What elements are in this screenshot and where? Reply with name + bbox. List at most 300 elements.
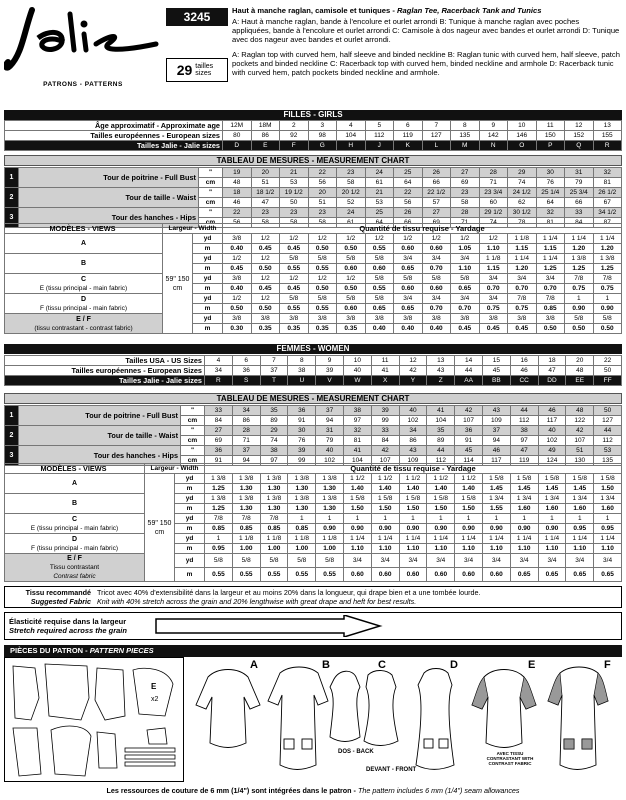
- measure-cm: 84: [565, 218, 594, 228]
- yardage-yd: 3/4: [594, 554, 622, 568]
- yardage-m: 0.90: [455, 524, 483, 534]
- yardage-m: 0.95: [205, 544, 233, 554]
- measure-inch: 50: [594, 406, 622, 416]
- unit-m: m: [193, 244, 223, 254]
- size-value: 40: [343, 366, 371, 376]
- view-letter: A: [71, 480, 78, 487]
- yardage-yd: 1 1/2: [343, 474, 371, 484]
- yardage-yd: 3/4: [394, 294, 423, 304]
- measure-cm: 94: [316, 416, 344, 426]
- measure-cm: 112: [594, 436, 622, 446]
- yardage-row: [5, 274, 622, 284]
- unit-m: m: [175, 544, 205, 554]
- measure-inch: 25 3/4: [565, 188, 594, 198]
- measure-cm: 107: [371, 456, 399, 466]
- view-letter: D: [71, 535, 78, 543]
- yardage-row: [5, 294, 622, 304]
- measure-inch: 21: [280, 168, 309, 178]
- measure-inch: 44: [510, 406, 538, 416]
- unit-yd: yd: [175, 554, 205, 568]
- measure-inch: 37: [232, 446, 260, 456]
- measure-inch: 42: [455, 406, 483, 416]
- yardage-yd: 7/8: [205, 514, 233, 524]
- measure-cm: 51: [308, 198, 337, 208]
- yardage-m: 0.55: [280, 264, 309, 274]
- view-letter: C: [80, 275, 87, 283]
- size-value: 50: [594, 366, 622, 376]
- yardage-m: 1.30: [260, 504, 288, 514]
- yardage-m: 0.75: [565, 284, 594, 294]
- yardage-m: 0.85: [288, 524, 316, 534]
- measure-label: Tour de taille - Waist: [19, 426, 181, 446]
- yardage-m: 1.40: [399, 484, 427, 494]
- yardage-yd: 7/8: [536, 294, 565, 304]
- measure-inch: 30: [288, 426, 316, 436]
- measure-cm: 130: [566, 456, 594, 466]
- yardage-yd: 1 3/8: [316, 494, 344, 504]
- yardage-m: 1.60: [510, 504, 538, 514]
- yardage-m: 1.15: [508, 244, 537, 254]
- yardage-yd: 1/2: [308, 234, 337, 244]
- girls-yardage-table: [4, 223, 622, 334]
- measure-inch: 49: [538, 446, 566, 456]
- yardage-m: 1.10: [482, 544, 510, 554]
- front-label: DEVANT - FRONT: [366, 767, 417, 773]
- yardage-yd: 7/8: [565, 274, 594, 284]
- measure-cm: 97: [510, 436, 538, 446]
- measure-cm: 99: [288, 456, 316, 466]
- stretch-arrow-icon: [154, 615, 384, 637]
- yardage-yd: 1 3/8: [260, 494, 288, 504]
- yardage-yd: 1: [594, 514, 622, 524]
- view-letter-a: A: [250, 659, 258, 671]
- size-value: V: [316, 376, 344, 386]
- size-value: 127: [422, 131, 451, 141]
- yardage-yd: 1: [205, 534, 233, 544]
- yardage-m: 0.90: [538, 524, 566, 534]
- measure-cm: 74: [508, 178, 537, 188]
- yardage-yd: 1 3/4: [566, 494, 594, 504]
- measure-inch: 20 1/2: [337, 188, 366, 198]
- measure-inch: 36: [288, 406, 316, 416]
- measure-inch: 25: [365, 208, 394, 218]
- measure-inch: 29: [260, 426, 288, 436]
- yardage-yd: 3/4: [482, 554, 510, 568]
- measure-inch: 32: [343, 426, 371, 436]
- yardage-m: 0.50: [536, 324, 565, 334]
- yardage-yd: 3/8: [365, 314, 394, 324]
- size-value: 9: [479, 121, 508, 131]
- yardage-yd: 3/4: [422, 254, 451, 264]
- size-value: T: [260, 376, 288, 386]
- measure-inch: 22 1/2: [422, 188, 451, 198]
- measure-label: Tour des hanches - Hips: [19, 446, 181, 466]
- yardage-m: 0.50: [223, 304, 252, 314]
- measure-number: 1: [5, 168, 19, 188]
- yardage-m: 0.40: [365, 324, 394, 334]
- size-value: 13: [427, 356, 455, 366]
- yardage-yd: 3/8: [508, 314, 537, 324]
- brand-subtitle: PATRONS - PATTERNS: [43, 81, 123, 88]
- yardage-yd: 5/8: [365, 274, 394, 284]
- fabric-text-fr: Tricot avec 40% d'extensibilité dans la largeur et au moins 20% dans la longueur, qui drape bien et a une tombée lourde.: [97, 588, 481, 597]
- measure-cm: 64: [394, 178, 423, 188]
- yardage-yd: 1 5/8: [566, 474, 594, 484]
- view-letter-e: E: [528, 659, 536, 671]
- unit-m: m: [193, 324, 223, 334]
- measure-cm: 127: [594, 416, 622, 426]
- yardage-header: [5, 224, 622, 234]
- yardage-row: [5, 514, 622, 524]
- measure-cm: 91: [288, 416, 316, 426]
- size-value: 4: [205, 356, 233, 366]
- yardage-yd: 1 1/8: [316, 534, 344, 544]
- size-value: 39: [316, 366, 344, 376]
- measure-cm: 51: [251, 178, 280, 188]
- yardage-m: 0.70: [422, 264, 451, 274]
- yardage-m: 1.20: [565, 244, 594, 254]
- yardage-yd: 3/4: [566, 554, 594, 568]
- stretch-label-en: Stretch required across the grain: [9, 626, 127, 635]
- unit-inch: ": [181, 426, 205, 436]
- yardage-yd: 1 3/8: [565, 254, 594, 264]
- yardage-m: 0.50: [337, 244, 366, 254]
- yardage-m: 0.70: [479, 284, 508, 294]
- yardage-m: 0.60: [337, 304, 366, 314]
- measure-inch: 42: [566, 426, 594, 436]
- view-name: [5, 534, 145, 554]
- size-value: E: [251, 141, 280, 151]
- size-value: 8: [451, 121, 480, 131]
- view-sub: Tissu contrastant: [49, 564, 100, 571]
- footer-note: [4, 786, 622, 795]
- yardage-yd: 1/2: [479, 234, 508, 244]
- yardage-yd: 1/2: [251, 274, 280, 284]
- measure-cm: 104: [343, 456, 371, 466]
- yardage-yd: 1 1/4: [427, 534, 455, 544]
- yardage-m: 0.55: [316, 568, 344, 582]
- size-value: FF: [594, 376, 622, 386]
- measure-cm: 71: [479, 178, 508, 188]
- yardage-m: 0.90: [510, 524, 538, 534]
- yardage-yd: 1 1/4: [455, 534, 483, 544]
- size-value: 150: [536, 131, 565, 141]
- view-name: [5, 294, 163, 314]
- yardage-m: 1.10: [427, 544, 455, 554]
- yardage-yd: 3/4: [451, 254, 480, 264]
- measure-cm: 48: [223, 178, 252, 188]
- unit-inch: ": [181, 406, 205, 416]
- yardage-yd: 3/8: [308, 314, 337, 324]
- yardage-yd: 1 1/2: [399, 474, 427, 484]
- yardage-m: 0.70: [422, 304, 451, 314]
- yardage-m: 0.85: [232, 524, 260, 534]
- measure-cm: 81: [343, 436, 371, 446]
- yardage-yd: 1 1/4: [510, 534, 538, 544]
- view-name: [5, 254, 163, 274]
- measure-cm: 74: [260, 436, 288, 446]
- yardage-m: 0.55: [260, 568, 288, 582]
- yardage-m: 0.90: [427, 524, 455, 534]
- yardage-m: 1.40: [371, 484, 399, 494]
- yardage-yd: 5/8: [288, 554, 316, 568]
- measure-cm: 58: [337, 178, 366, 188]
- yardage-yd: 5/8: [308, 254, 337, 264]
- unit-m: m: [175, 484, 205, 494]
- size-row: [5, 131, 622, 141]
- yardage-yd: 1: [371, 514, 399, 524]
- size-value: 38: [288, 366, 316, 376]
- yardage-m: 0.45: [508, 324, 537, 334]
- yardage-yd: 1 5/8: [538, 474, 566, 484]
- yardage-m: 1.25: [593, 264, 622, 274]
- size-value: 22: [594, 356, 622, 366]
- size-label: tailles sizes: [195, 63, 214, 77]
- measure-inch: 34 1/2: [593, 208, 622, 218]
- yardage-m: 0.45: [280, 244, 309, 254]
- yardage-m: 1.50: [399, 504, 427, 514]
- measure-inch: 51: [566, 446, 594, 456]
- size-value: O: [508, 141, 537, 151]
- yardage-yd: 5/8: [308, 294, 337, 304]
- measure-inch: 25: [394, 168, 423, 178]
- yardage-yd: 5/8: [593, 314, 622, 324]
- logo-area: [4, 4, 162, 88]
- size-row: [5, 356, 622, 366]
- yardage-m: 1.40: [455, 484, 483, 494]
- yardage-m: 1.00: [232, 544, 260, 554]
- yardage-yd: 3/4: [455, 554, 483, 568]
- yardage-m: 0.65: [566, 568, 594, 582]
- measure-number: 1: [5, 406, 19, 426]
- unit-m: m: [193, 264, 223, 274]
- view-name: [5, 554, 145, 582]
- size-value: 16: [510, 356, 538, 366]
- measure-cm: 81: [536, 218, 565, 228]
- measure-inch: 45: [455, 446, 483, 456]
- measure-inch: 33: [205, 406, 233, 416]
- yardage-yd: 1 1/8: [260, 534, 288, 544]
- yardage-m: 0.90: [565, 304, 594, 314]
- size-value: H: [337, 141, 366, 151]
- view-letter-f: F: [604, 659, 611, 671]
- yardage-m: 0.70: [536, 284, 565, 294]
- measure-row: [5, 446, 622, 456]
- measure-cm: 87: [593, 218, 622, 228]
- piece-e-count: x2: [151, 696, 159, 703]
- women-measure-table: [4, 405, 622, 466]
- yardage-row: [5, 474, 622, 484]
- view-name: [5, 474, 145, 494]
- measure-number: 3: [5, 208, 19, 228]
- measure-inch: 34: [232, 406, 260, 416]
- measure-inch: 20: [308, 188, 337, 198]
- yardage-m: 1.60: [566, 504, 594, 514]
- yardage-m: 0.35: [308, 324, 337, 334]
- measure-cm: 89: [260, 416, 288, 426]
- yardage-m: 1.30: [232, 504, 260, 514]
- measure-cm: 97: [343, 416, 371, 426]
- yardage-m: 0.75: [479, 304, 508, 314]
- measure-inch: 38: [510, 426, 538, 436]
- measure-inch: 42: [371, 446, 399, 456]
- garment-views-icon: [188, 657, 622, 782]
- view-sub2: Contrast fabric: [53, 573, 96, 580]
- yardage-m: 0.55: [308, 304, 337, 314]
- yardage-header: [5, 464, 622, 474]
- measure-inch: 26: [394, 208, 423, 218]
- yardage-m: 0.70: [508, 284, 537, 294]
- measure-inch: 39: [288, 446, 316, 456]
- yardage-m: 1.00: [316, 544, 344, 554]
- view-sub: E (tissu principal - main fabric): [30, 524, 119, 532]
- measure-inch: 23: [280, 208, 309, 218]
- measure-cm: 102: [399, 416, 427, 426]
- unit-cm: cm: [199, 218, 223, 228]
- measure-inch: 34: [399, 426, 427, 436]
- yardage-yd: 7/8: [593, 274, 622, 284]
- measure-inch: 48: [566, 406, 594, 416]
- yardage-yd: 1/2: [251, 234, 280, 244]
- measure-inch: 31: [316, 426, 344, 436]
- size-value: 86: [251, 131, 280, 141]
- yardage-yd: 1/2: [451, 234, 480, 244]
- yardage-m: 1.45: [538, 484, 566, 494]
- yardage-yd: 5/8: [394, 274, 423, 284]
- yardage-m: 0.90: [371, 524, 399, 534]
- measure-inch: 53: [594, 446, 622, 456]
- size-value: 8: [288, 356, 316, 366]
- measure-inch: 44: [594, 426, 622, 436]
- yardage-m: 1.30: [288, 504, 316, 514]
- yardage-yd: 1: [343, 514, 371, 524]
- yardage-m: 0.65: [365, 304, 394, 314]
- yardage-yd: 1 1/4: [565, 234, 594, 244]
- size-row: [5, 366, 622, 376]
- yardage-yd: 1 1/2: [427, 474, 455, 484]
- size-value: X: [371, 376, 399, 386]
- yardage-m: 1.10: [371, 544, 399, 554]
- yardage-yd: 1/2: [251, 294, 280, 304]
- yardage-yd: 1/2: [280, 234, 309, 244]
- measure-inch: 41: [427, 406, 455, 416]
- measure-inch: 26 1/2: [593, 188, 622, 198]
- measure-label: Tour de poitrine - Full Bust: [19, 168, 199, 188]
- title-fr: Haut à manche raglan, camisole et tuniques -: [232, 6, 397, 15]
- yardage-yd: 1 5/8: [594, 474, 622, 484]
- measure-inch: 23: [308, 208, 337, 218]
- yardage-m: 0.45: [280, 284, 309, 294]
- yardage-yd: 1: [427, 514, 455, 524]
- yardage-m: 0.45: [223, 264, 252, 274]
- yardage-m: 1.25: [205, 484, 233, 494]
- size-value: 47: [538, 366, 566, 376]
- measure-cm: 76: [536, 178, 565, 188]
- measure-inch: 40: [316, 446, 344, 456]
- pattern-pieces-icon: [5, 658, 183, 781]
- view-letter: E / F: [67, 555, 82, 562]
- yardage-m: 1.00: [288, 544, 316, 554]
- yardage-yd: 5/8: [565, 314, 594, 324]
- yardage-m: 0.60: [482, 568, 510, 582]
- view-name: [5, 514, 145, 534]
- yardage-m: 1.60: [538, 504, 566, 514]
- yardage-yd: 7/8: [508, 294, 537, 304]
- yardage-yd: 5/8: [422, 274, 451, 284]
- measure-inch: 23 3/4: [479, 188, 508, 198]
- yardage-yd: 1 1/4: [399, 534, 427, 544]
- yardage-m: 0.85: [205, 524, 233, 534]
- women-chart-title: TABLEAU DE MESURES - MEASUREMENT CHART: [4, 393, 622, 404]
- measure-row: [5, 188, 622, 198]
- measure-cm: 107: [455, 416, 483, 426]
- yardage-m: 1.10: [399, 544, 427, 554]
- yardage-m: 0.50: [308, 284, 337, 294]
- yardage-m: 1.40: [343, 484, 371, 494]
- yardage-m: 0.45: [251, 284, 280, 294]
- fabric-text-en: Knit with 40% stretch across the grain and 20% lengthwise with great drape and heft for best results.: [97, 597, 417, 606]
- measure-inch: 38: [260, 446, 288, 456]
- yardage-m: 0.35: [251, 324, 280, 334]
- yardage-yd: 1/2: [280, 274, 309, 284]
- yardage-yd: 1 1/4: [566, 534, 594, 544]
- yardage-yd: 3/4: [422, 294, 451, 304]
- size-value: 155: [593, 131, 622, 141]
- yardage-m: 1.60: [594, 504, 622, 514]
- yardage-yd: 3/4: [343, 554, 371, 568]
- size-value: 12M: [223, 121, 252, 131]
- yardage-yd: 1 1/4: [343, 534, 371, 544]
- yardage-m: 0.95: [594, 524, 622, 534]
- measure-cm: 56: [308, 178, 337, 188]
- size-value: F: [280, 141, 309, 151]
- yardage-m: 1.50: [343, 504, 371, 514]
- yardage-m: 1.45: [510, 484, 538, 494]
- view-letter-b: B: [322, 659, 330, 671]
- measure-cm: 64: [536, 198, 565, 208]
- width-value: 59" 150 cm: [145, 474, 175, 582]
- yardage-m: 0.35: [280, 324, 309, 334]
- measure-cm: 69: [451, 178, 480, 188]
- size-value: L: [422, 141, 451, 151]
- measure-cm: 86: [232, 416, 260, 426]
- measure-cm: 58: [308, 218, 337, 228]
- yardage-m: 1.25: [205, 504, 233, 514]
- measure-inch: 28: [232, 426, 260, 436]
- yardage-yd: 1: [538, 514, 566, 524]
- measure-inch: 32: [536, 208, 565, 218]
- yardage-m: 0.60: [365, 264, 394, 274]
- size-value: 11: [371, 356, 399, 366]
- size-value: 2: [280, 121, 309, 131]
- measure-cm: 61: [337, 218, 366, 228]
- measure-inch: 24: [365, 168, 394, 178]
- yardage-yd: 1 1/4: [593, 234, 622, 244]
- measure-cm: 61: [365, 178, 394, 188]
- measure-cm: 57: [422, 198, 451, 208]
- view-letter: A: [80, 240, 87, 247]
- yardage-yd: 1 1/8: [508, 234, 537, 244]
- size-row-label: Tailles européennes - European sizes: [5, 131, 223, 141]
- size-value: 6: [232, 356, 260, 366]
- size-value: 80: [223, 131, 252, 141]
- size-row-label: Âge approximatif - Approximate age: [5, 121, 223, 131]
- measure-inch: 28: [479, 168, 508, 178]
- size-value: 13: [593, 121, 622, 131]
- size-value: 43: [427, 366, 455, 376]
- measure-cm: 104: [427, 416, 455, 426]
- yardage-m: 0.45: [451, 324, 480, 334]
